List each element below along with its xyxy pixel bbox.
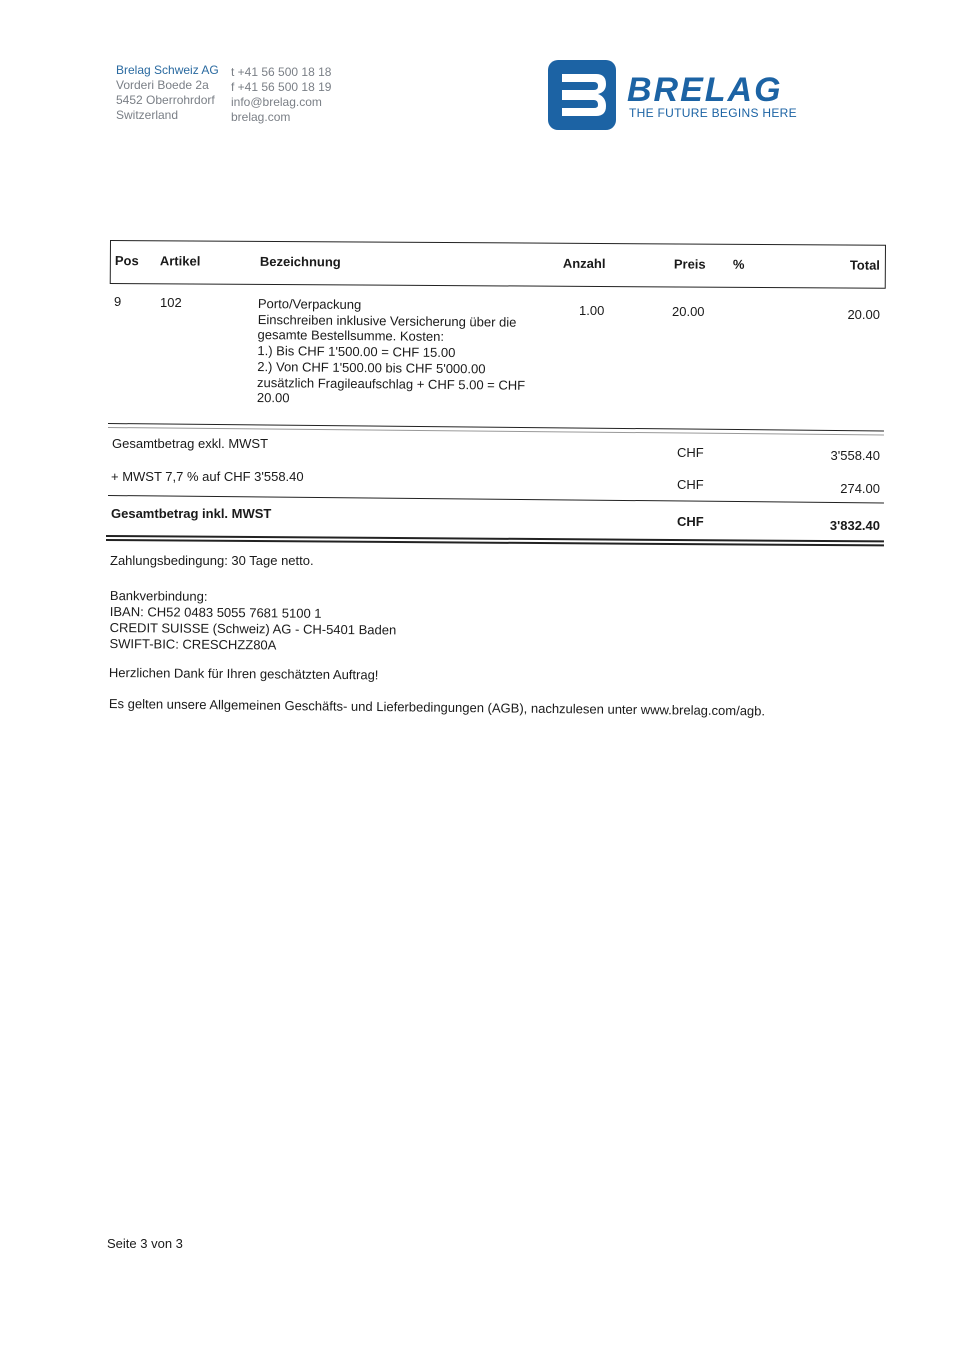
row-artikel: 102 (160, 295, 182, 310)
email-address: info@brelag.com (231, 95, 322, 109)
brelag-logo-icon (548, 60, 616, 130)
fax-number: f +41 56 500 18 19 (231, 80, 332, 94)
row-preis: 20.00 (672, 304, 705, 319)
logo-tagline: THE FUTURE BEGINS HERE (629, 106, 797, 120)
net-total-label: Gesamtbetrag exkl. MWST (112, 436, 269, 451)
desc-line: Einschreiben inklusive Versicherung über die (257, 311, 517, 330)
row-total: 20.00 (847, 307, 880, 322)
phone-number: t +41 56 500 18 18 (231, 65, 332, 79)
header-percent: % (732, 256, 745, 272)
desc-line: gesamte Bestellsumme. Kosten: (257, 327, 445, 345)
header-total: Total (849, 257, 880, 273)
divider (108, 427, 884, 435)
company-address (116, 63, 219, 123)
row-anzahl: 1.00 (579, 303, 605, 318)
company-contact (231, 65, 331, 125)
company-name: Brelag Schweiz AG (116, 63, 219, 77)
desc-line: 1.) Bis CHF 1'500.00 = CHF 15.00 (257, 343, 456, 361)
header-preis: Preis (673, 256, 706, 272)
page-number: Seite 3 von 3 (107, 1236, 183, 1251)
thanks-note: Herzlichen Dank für Ihren geschätzten Auftrag! (108, 665, 379, 683)
table-header (110, 240, 886, 289)
bank-details (109, 588, 396, 654)
company-street: Vorderi Boede 2a (116, 78, 209, 92)
desc-line: Porto/Verpackung (257, 296, 362, 313)
desc-line: zusätzlich Fragileaufschlag + CHF 5.00 = CHF (257, 374, 526, 393)
net-total-currency: CHF (677, 445, 704, 460)
gross-total-label: Gesamtbetrag inkl. MWST (111, 506, 272, 521)
bank-name: CREDIT SUISSE (Schweiz) AG - CH-5401 Baden (109, 619, 397, 638)
bank-iban: IBAN: CH52 0483 5055 7681 5100 1 (109, 603, 322, 621)
brelag-wordmark (627, 72, 805, 106)
bank-swift: SWIFT-BIC: CRESCHZZ80A (109, 635, 277, 653)
row-bezeichnung (257, 296, 538, 409)
gross-total-currency: CHF (677, 514, 704, 529)
desc-line: 2.) Von CHF 1'500.00 bis CHF 5'000.00 (257, 358, 486, 377)
website: brelag.com (231, 110, 291, 124)
desc-line: 20.00 (256, 390, 290, 406)
divider (108, 495, 884, 504)
payment-terms: Zahlungsbedingung: 30 Tage netto. (110, 553, 314, 568)
agb-note: Es gelten unsere Allgemeinen Geschäfts- und Lieferbedingungen (AGB), nachzulesen unter www.brelag.com/agb. (108, 696, 766, 719)
gross-total-amount: 3'832.40 (829, 518, 880, 533)
vat-label: + MWST 7,7 % auf CHF 3'558.40 (111, 469, 304, 484)
header-anzahl: Anzahl (562, 255, 606, 272)
vat-currency: CHF (677, 477, 704, 492)
company-city: 5452 Oberrohrdorf (116, 93, 215, 107)
bank-heading: Bankverbindung: (109, 588, 208, 604)
header-pos: Pos (114, 253, 139, 269)
row-pos: 9 (114, 294, 122, 309)
vat-amount: 274.00 (840, 481, 880, 496)
wordmark-text: BRELAG (627, 72, 783, 106)
header-bezeichnung: Bezeichnung (259, 253, 341, 270)
net-total-amount: 3'558.40 (830, 448, 880, 463)
company-country: Switzerland (116, 108, 179, 122)
header-artikel: Artikel (159, 253, 201, 269)
